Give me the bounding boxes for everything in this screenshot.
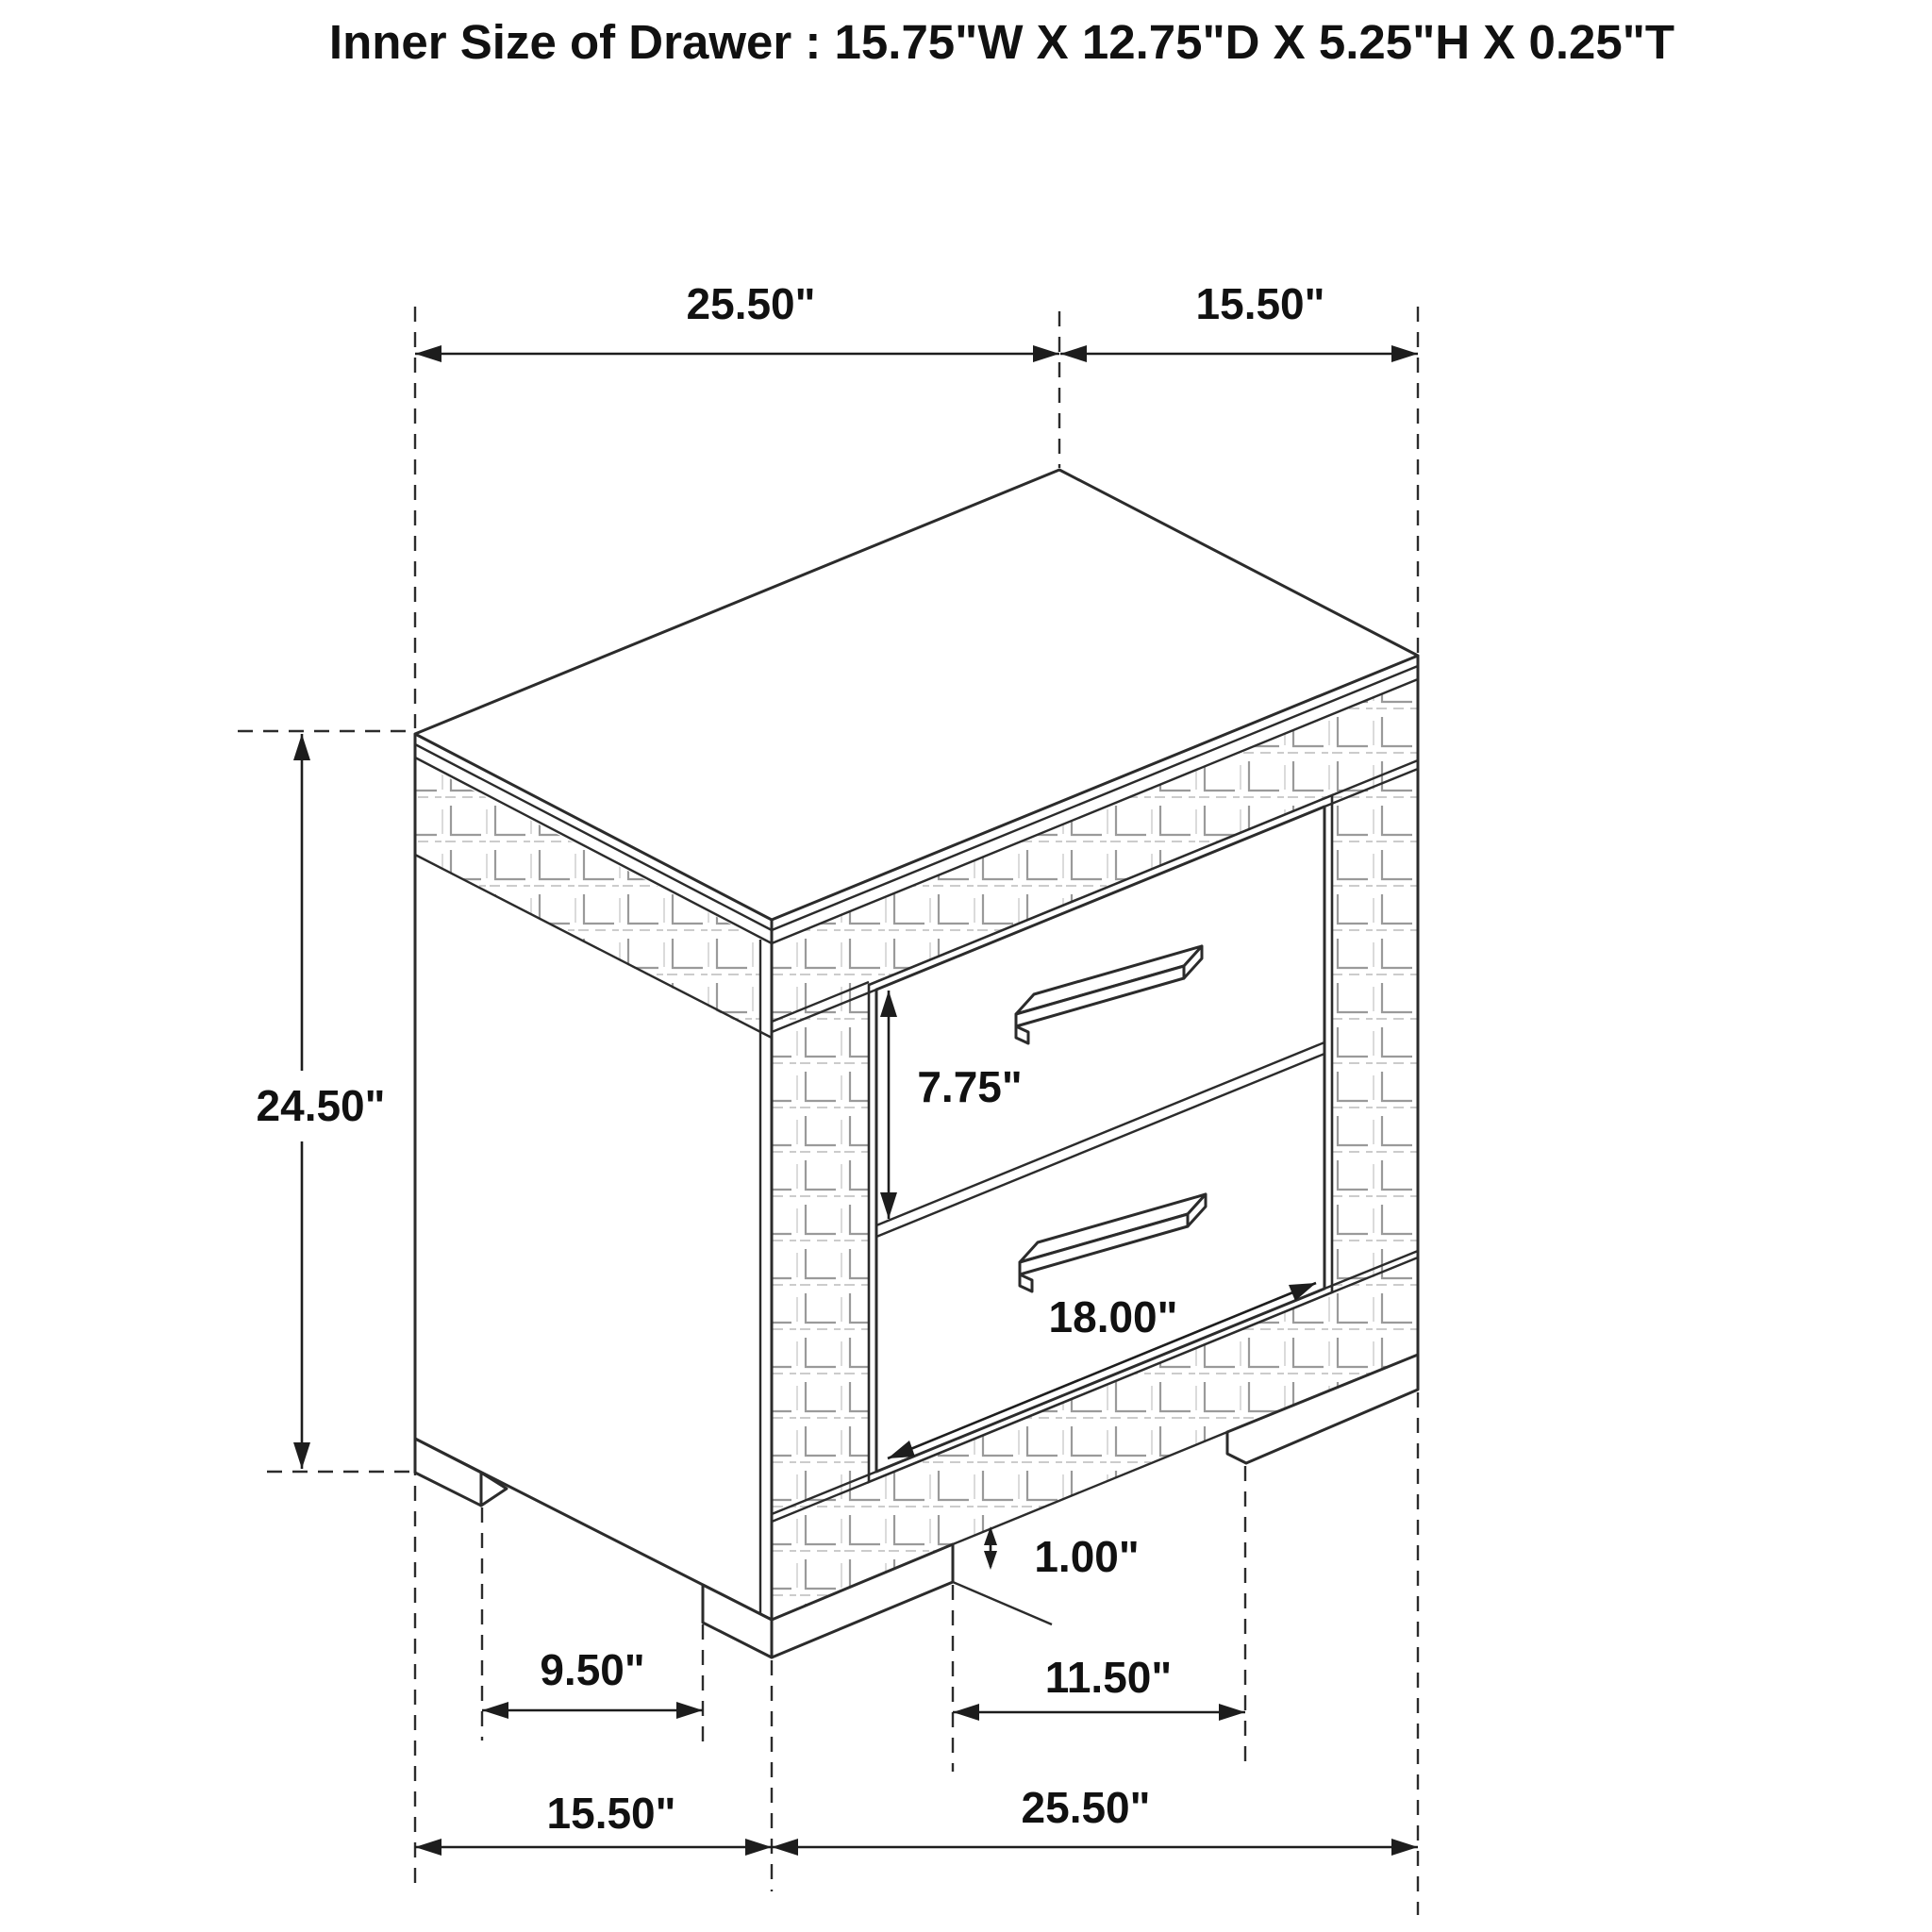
drawer-width-label: 18.00" — [1048, 1292, 1178, 1341]
dimension-top-depth — [1060, 279, 1418, 362]
drawer-height-label: 7.75" — [917, 1062, 1023, 1111]
dimension-top-width — [415, 279, 1059, 362]
under-gap-line — [953, 1582, 1052, 1624]
dimension-bottom-width — [772, 1783, 1418, 1856]
dimension-front-feet-spacing — [953, 1653, 1245, 1721]
dimension-base-clearance — [984, 1526, 1140, 1581]
bottom-width-label: 25.50" — [1021, 1783, 1151, 1832]
bottom-depth-label: 15.50" — [546, 1789, 676, 1838]
overall-height-label: 24.50" — [256, 1081, 386, 1130]
diagram-title: Inner Size of Drawer : 15.75"W X 12.75"D X 5.25"H X 0.25"T — [328, 15, 1675, 69]
top-width-label: 25.50" — [686, 279, 816, 328]
side-feet-spacing-label: 9.50" — [540, 1645, 645, 1694]
front-feet-spacing-label: 11.50" — [1044, 1653, 1173, 1702]
dimension-bottom-depth — [415, 1789, 772, 1856]
top-depth-label: 15.50" — [1195, 279, 1325, 328]
dimension-overall-height — [257, 734, 386, 1469]
base-clearance-label: 1.00" — [1034, 1532, 1140, 1581]
back-left-foot — [415, 1439, 481, 1506]
dimension-side-feet-spacing — [482, 1645, 703, 1719]
